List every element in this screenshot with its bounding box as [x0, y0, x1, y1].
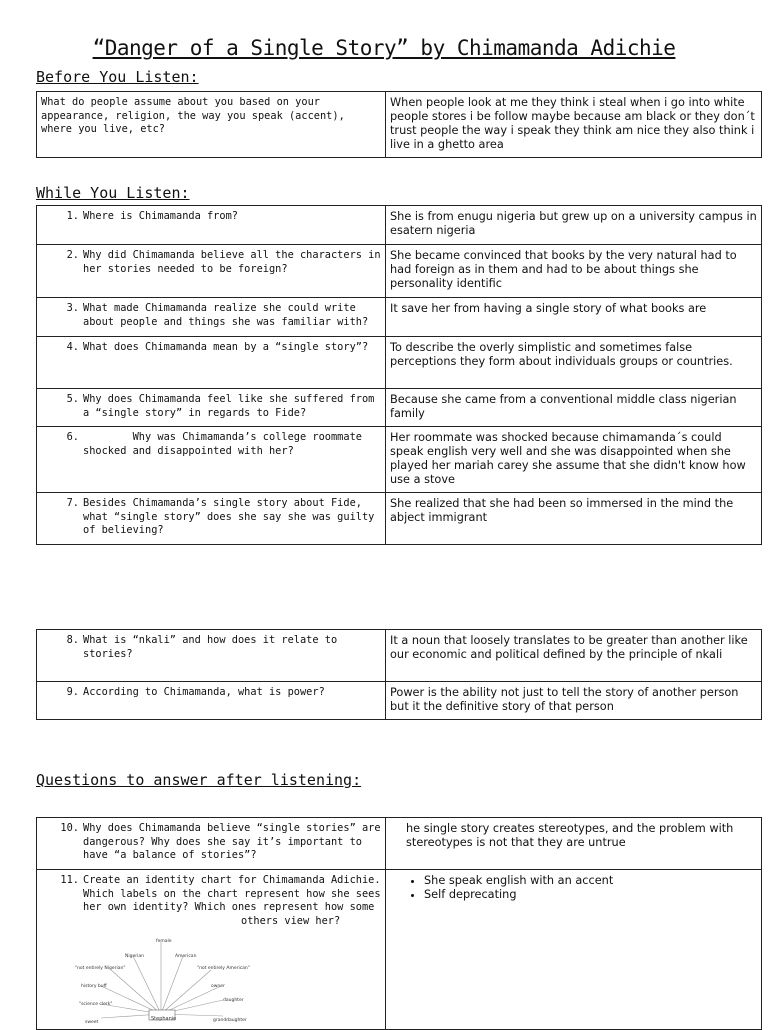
table-row	[37, 818, 762, 870]
list-item: • Self deprecating	[424, 888, 757, 902]
before-heading: Before You Listen:	[36, 68, 199, 86]
table-row	[37, 298, 762, 337]
after-heading: Questions to answer after listening:	[36, 771, 362, 789]
question-text: Why did Chimamanda believe all the characters in her stories needed to be foreign?	[83, 249, 381, 275]
question-text: Create an identity chart for Chimamanda Adichie. Which labels on the chart represent how she sees her own identity? Which ones represent how some	[83, 874, 381, 913]
question-text: What made Chimamanda realize she could write about people and things she was familiar with?	[83, 302, 369, 328]
page-title: “Danger of a Single Story” by Chimamanda Adichie	[92, 36, 676, 60]
answer-cell: She is from enugu nigeria but grew up on a university campus in esatern nigeria	[386, 206, 762, 245]
chart-label: daughter	[223, 998, 244, 1003]
table-row	[37, 389, 762, 427]
chart-label: "not entirely American"	[197, 966, 250, 971]
chart-label: American	[175, 954, 197, 959]
question-text-end: others view her?	[241, 914, 341, 927]
question-number: 3.	[66, 302, 79, 314]
table-row	[37, 682, 762, 720]
answer-cell: Because she came from a conventional middle class nigerian family	[386, 389, 762, 427]
answer-cell: To describe the overly simplistic and sometimes false perceptions they form about individuals groups or countries.	[386, 337, 762, 389]
chart-label: female	[156, 939, 172, 944]
table-row	[37, 206, 762, 245]
answer-cell: Power is the ability not just to tell the story of another person but it the definitive story of that person	[386, 682, 762, 720]
question-text: According to Chimamanda, what is power?	[83, 686, 325, 698]
chart-label: granddaughter	[213, 1018, 247, 1023]
question-number: 9.	[66, 686, 79, 698]
question-text: Why does Chimamanda feel like she suffered from a “single story” in regards to Fide?	[83, 393, 375, 419]
while-table	[36, 205, 762, 545]
question-number: 1.	[66, 210, 79, 222]
question-text: Where is Chimamanda from?	[83, 210, 238, 222]
table-row	[37, 427, 762, 493]
chart-label: sweet	[85, 1020, 99, 1025]
question-number: 2.	[66, 249, 79, 261]
question-number: 5.	[66, 393, 79, 405]
question-text: What does Chimamanda mean by a “single story”?	[83, 341, 369, 353]
answer-cell: Her roommate was shocked because chimamanda´s could speak english very well and she was disappointed when she played her mariah carey she assume that she didn't know how use a stove	[386, 427, 762, 493]
question-number: 8.	[66, 634, 79, 646]
question-number: 4.	[66, 341, 79, 353]
question-cell: What do people assume about you based on your appearance, religion, the way you speak (accent), where you live, etc?	[37, 92, 386, 158]
question-number: 10.	[60, 822, 79, 834]
table-row	[37, 870, 762, 1030]
chart-label: owner	[211, 984, 225, 989]
while-table-continued	[36, 629, 762, 720]
table-row	[37, 337, 762, 389]
table-row	[37, 245, 762, 298]
question-text: Why does Chimamanda believe “single stories” are dangerous? Why does she say it’s important to have “a balance of stories”?	[83, 822, 381, 861]
list-item: • She speak english with an accent	[424, 874, 757, 888]
question-text: Besides Chimamanda’s single story about Fide, what “single story” does she say she was guilty of believing?	[83, 497, 375, 536]
chart-label: history buff	[81, 984, 107, 989]
answer-cell: he single story creates stereotypes, and the problem with stereotypes is not that they are untrue	[386, 818, 762, 870]
answer-cell: When people look at me they think i steal when i go into white people stores i be follow maybe because am black or they don´t trust people the way i speak they think am nice they also think i live in a ghetto area	[386, 92, 762, 158]
identity-chart	[71, 934, 251, 1024]
table-row	[37, 630, 762, 682]
answer-cell: It a noun that loosely translates to be greater than another like our economic and political defined by the principle of nkali	[386, 630, 762, 682]
chart-center-label: Stephanie	[151, 1016, 177, 1022]
answer-cell: She became convinced that books by the very natural had to had foreign as in them and had to be about things she personality identific	[386, 245, 762, 298]
answer-cell: It save her from having a single story of what books are	[386, 298, 762, 337]
after-table	[36, 817, 762, 1030]
question-number: 11.	[60, 874, 79, 886]
question-text: Why was Chimamanda’s college roommate shocked and disappointed with her?	[83, 431, 369, 457]
before-table	[36, 91, 762, 158]
question-text: What is “nkali” and how does it relate to stories?	[83, 634, 338, 660]
question-number: 7.	[66, 497, 79, 509]
answer-cell: She realized that she had been so immersed in the mind the abject immigrant	[386, 493, 762, 545]
question-number: 6.	[66, 431, 79, 443]
chart-label: "not entirely Nigerian"	[75, 966, 126, 971]
while-heading: While You Listen:	[36, 184, 190, 202]
table-row	[37, 92, 762, 158]
chart-label: Nigerian	[125, 954, 144, 959]
table-row	[37, 493, 762, 545]
answer-bullets	[390, 874, 757, 902]
chart-label: "science clerk"	[79, 1002, 113, 1007]
